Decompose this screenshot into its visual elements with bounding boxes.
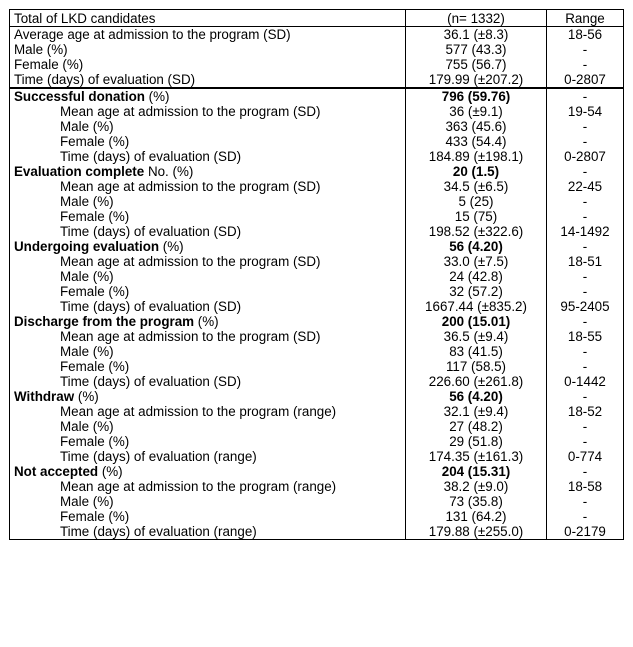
group-title	[10, 314, 406, 329]
row-value: 179.88 (±255.0)	[406, 524, 547, 540]
group-detail-row	[10, 494, 624, 509]
group-detail-row	[10, 134, 624, 149]
group-title-suffix: No. (%)	[144, 164, 194, 179]
row-label: Female (%)	[10, 359, 406, 374]
row-value: 117 (58.5)	[406, 359, 547, 374]
group-title-suffix: (%)	[74, 389, 99, 404]
group-header-row	[10, 88, 624, 104]
group-title-bold: Undergoing evaluation	[14, 239, 160, 254]
row-range: -	[547, 194, 624, 209]
group-value: 56 (4.20)	[406, 389, 547, 404]
row-label: Average age at admission to the program (SD)	[10, 27, 406, 43]
row-range: -	[547, 42, 624, 57]
row-label: Male (%)	[10, 494, 406, 509]
group-detail-row	[10, 524, 624, 540]
lkd-candidates-table	[9, 9, 624, 540]
row-value: 131 (64.2)	[406, 509, 547, 524]
row-label: Mean age at admission to the program (SD)	[10, 179, 406, 194]
row-label: Female (%)	[10, 284, 406, 299]
group-detail-row	[10, 284, 624, 299]
overall-row	[10, 72, 624, 88]
row-label: Male (%)	[10, 419, 406, 434]
row-label: Female (%)	[10, 209, 406, 224]
row-value: 24 (42.8)	[406, 269, 547, 284]
group-range: -	[547, 464, 624, 479]
group-title-bold: Withdraw	[14, 389, 75, 404]
row-value: 36 (±9.1)	[406, 104, 547, 119]
row-value: 27 (48.2)	[406, 419, 547, 434]
row-label: Male (%)	[10, 344, 406, 359]
table-body	[10, 10, 624, 540]
group-header-row	[10, 164, 624, 179]
row-label: Time (days) of evaluation (SD)	[10, 374, 406, 389]
group-title	[10, 464, 406, 479]
overall-row	[10, 27, 624, 43]
row-value: 33.0 (±7.5)	[406, 254, 547, 269]
row-value: 32.1 (±9.4)	[406, 404, 547, 419]
group-title-bold: Successful donation	[14, 89, 145, 104]
row-label: Time (days) of evaluation (range)	[10, 524, 406, 540]
group-detail-row	[10, 209, 624, 224]
row-value: 755 (56.7)	[406, 57, 547, 72]
row-range: 95-2405	[547, 299, 624, 314]
table-header-row	[10, 10, 624, 27]
group-detail-row	[10, 359, 624, 374]
group-title-suffix: (%)	[159, 239, 184, 254]
row-value: 1667.44 (±835.2)	[406, 299, 547, 314]
row-range: -	[547, 359, 624, 374]
group-title-bold: Discharge from the program	[14, 314, 195, 329]
group-title-bold: Not accepted	[14, 464, 99, 479]
group-detail-row	[10, 449, 624, 464]
group-header-row	[10, 314, 624, 329]
row-range: -	[547, 209, 624, 224]
group-detail-row	[10, 194, 624, 209]
row-range: 0-2807	[547, 72, 624, 88]
group-detail-row	[10, 104, 624, 119]
row-label: Female (%)	[10, 434, 406, 449]
row-range: -	[547, 57, 624, 72]
row-label: Male (%)	[10, 42, 406, 57]
row-range: 18-52	[547, 404, 624, 419]
group-detail-row	[10, 149, 624, 164]
header-range: Range	[547, 10, 624, 27]
group-value: 56 (4.20)	[406, 239, 547, 254]
group-value: 796 (59.76)	[406, 88, 547, 104]
group-range: -	[547, 164, 624, 179]
row-value: 433 (54.4)	[406, 134, 547, 149]
row-value: 577 (43.3)	[406, 42, 547, 57]
group-header-row	[10, 239, 624, 254]
group-detail-row	[10, 344, 624, 359]
row-range: 22-45	[547, 179, 624, 194]
row-label: Mean age at admission to the program (SD)	[10, 329, 406, 344]
row-range: 18-55	[547, 329, 624, 344]
group-value: 20 (1.5)	[406, 164, 547, 179]
group-detail-row	[10, 224, 624, 239]
row-label: Time (days) of evaluation (SD)	[10, 149, 406, 164]
row-range: 18-56	[547, 27, 624, 43]
row-value: 363 (45.6)	[406, 119, 547, 134]
group-detail-row	[10, 254, 624, 269]
row-label: Time (days) of evaluation (SD)	[10, 224, 406, 239]
row-range: -	[547, 134, 624, 149]
row-range: -	[547, 269, 624, 284]
group-title	[10, 164, 406, 179]
group-title-suffix: (%)	[98, 464, 123, 479]
row-value: 83 (41.5)	[406, 344, 547, 359]
group-range: -	[547, 314, 624, 329]
row-label: Female (%)	[10, 134, 406, 149]
group-title	[10, 239, 406, 254]
row-label: Male (%)	[10, 269, 406, 284]
group-range: -	[547, 239, 624, 254]
overall-row	[10, 57, 624, 72]
row-value: 198.52 (±322.6)	[406, 224, 547, 239]
group-title	[10, 88, 406, 104]
row-label: Male (%)	[10, 119, 406, 134]
group-detail-row	[10, 404, 624, 419]
row-value: 15 (75)	[406, 209, 547, 224]
group-detail-row	[10, 479, 624, 494]
group-detail-row	[10, 419, 624, 434]
row-range: -	[547, 344, 624, 359]
row-value: 32 (57.2)	[406, 284, 547, 299]
group-title-suffix: (%)	[144, 89, 170, 104]
header-label: Total of LKD candidates	[10, 10, 406, 27]
group-title-bold: Evaluation complete	[14, 164, 145, 179]
row-range: -	[547, 284, 624, 299]
row-range: 18-58	[547, 479, 624, 494]
row-label: Mean age at admission to the program (SD)	[10, 254, 406, 269]
row-label: Female (%)	[10, 57, 406, 72]
row-value: 36.5 (±9.4)	[406, 329, 547, 344]
row-range: 0-2807	[547, 149, 624, 164]
row-value: 5 (25)	[406, 194, 547, 209]
row-range: 19-54	[547, 104, 624, 119]
row-range: -	[547, 434, 624, 449]
group-title-suffix: (%)	[194, 314, 219, 329]
row-value: 73 (35.8)	[406, 494, 547, 509]
row-value: 226.60 (±261.8)	[406, 374, 547, 389]
group-header-row	[10, 464, 624, 479]
row-label: Time (days) of evaluation (SD)	[10, 299, 406, 314]
row-range: 18-51	[547, 254, 624, 269]
group-detail-row	[10, 434, 624, 449]
group-value: 204 (15.31)	[406, 464, 547, 479]
row-range: 0-1442	[547, 374, 624, 389]
group-range: -	[547, 88, 624, 104]
group-detail-row	[10, 374, 624, 389]
header-n: (n= 1332)	[406, 10, 547, 27]
row-label: Mean age at admission to the program (range)	[10, 479, 406, 494]
group-detail-row	[10, 119, 624, 134]
group-detail-row	[10, 329, 624, 344]
group-detail-row	[10, 269, 624, 284]
row-label: Male (%)	[10, 194, 406, 209]
row-range: -	[547, 494, 624, 509]
row-range: -	[547, 419, 624, 434]
row-value: 179.99 (±207.2)	[406, 72, 547, 88]
row-value: 36.1 (±8.3)	[406, 27, 547, 43]
row-value: 38.2 (±9.0)	[406, 479, 547, 494]
group-detail-row	[10, 299, 624, 314]
row-value: 34.5 (±6.5)	[406, 179, 547, 194]
row-range: -	[547, 509, 624, 524]
group-detail-row	[10, 509, 624, 524]
overall-row	[10, 42, 624, 57]
row-label: Mean age at admission to the program (range)	[10, 404, 406, 419]
group-title	[10, 389, 406, 404]
row-label: Time (days) of evaluation (SD)	[10, 72, 406, 88]
row-value: 29 (51.8)	[406, 434, 547, 449]
group-value: 200 (15.01)	[406, 314, 547, 329]
row-range: -	[547, 119, 624, 134]
group-header-row	[10, 389, 624, 404]
row-value: 184.89 (±198.1)	[406, 149, 547, 164]
row-value: 174.35 (±161.3)	[406, 449, 547, 464]
group-range: -	[547, 389, 624, 404]
row-range: 14-1492	[547, 224, 624, 239]
row-label: Female (%)	[10, 509, 406, 524]
row-range: 0-2179	[547, 524, 624, 540]
row-label: Mean age at admission to the program (SD)	[10, 104, 406, 119]
row-label: Time (days) of evaluation (range)	[10, 449, 406, 464]
row-range: 0-774	[547, 449, 624, 464]
group-detail-row	[10, 179, 624, 194]
